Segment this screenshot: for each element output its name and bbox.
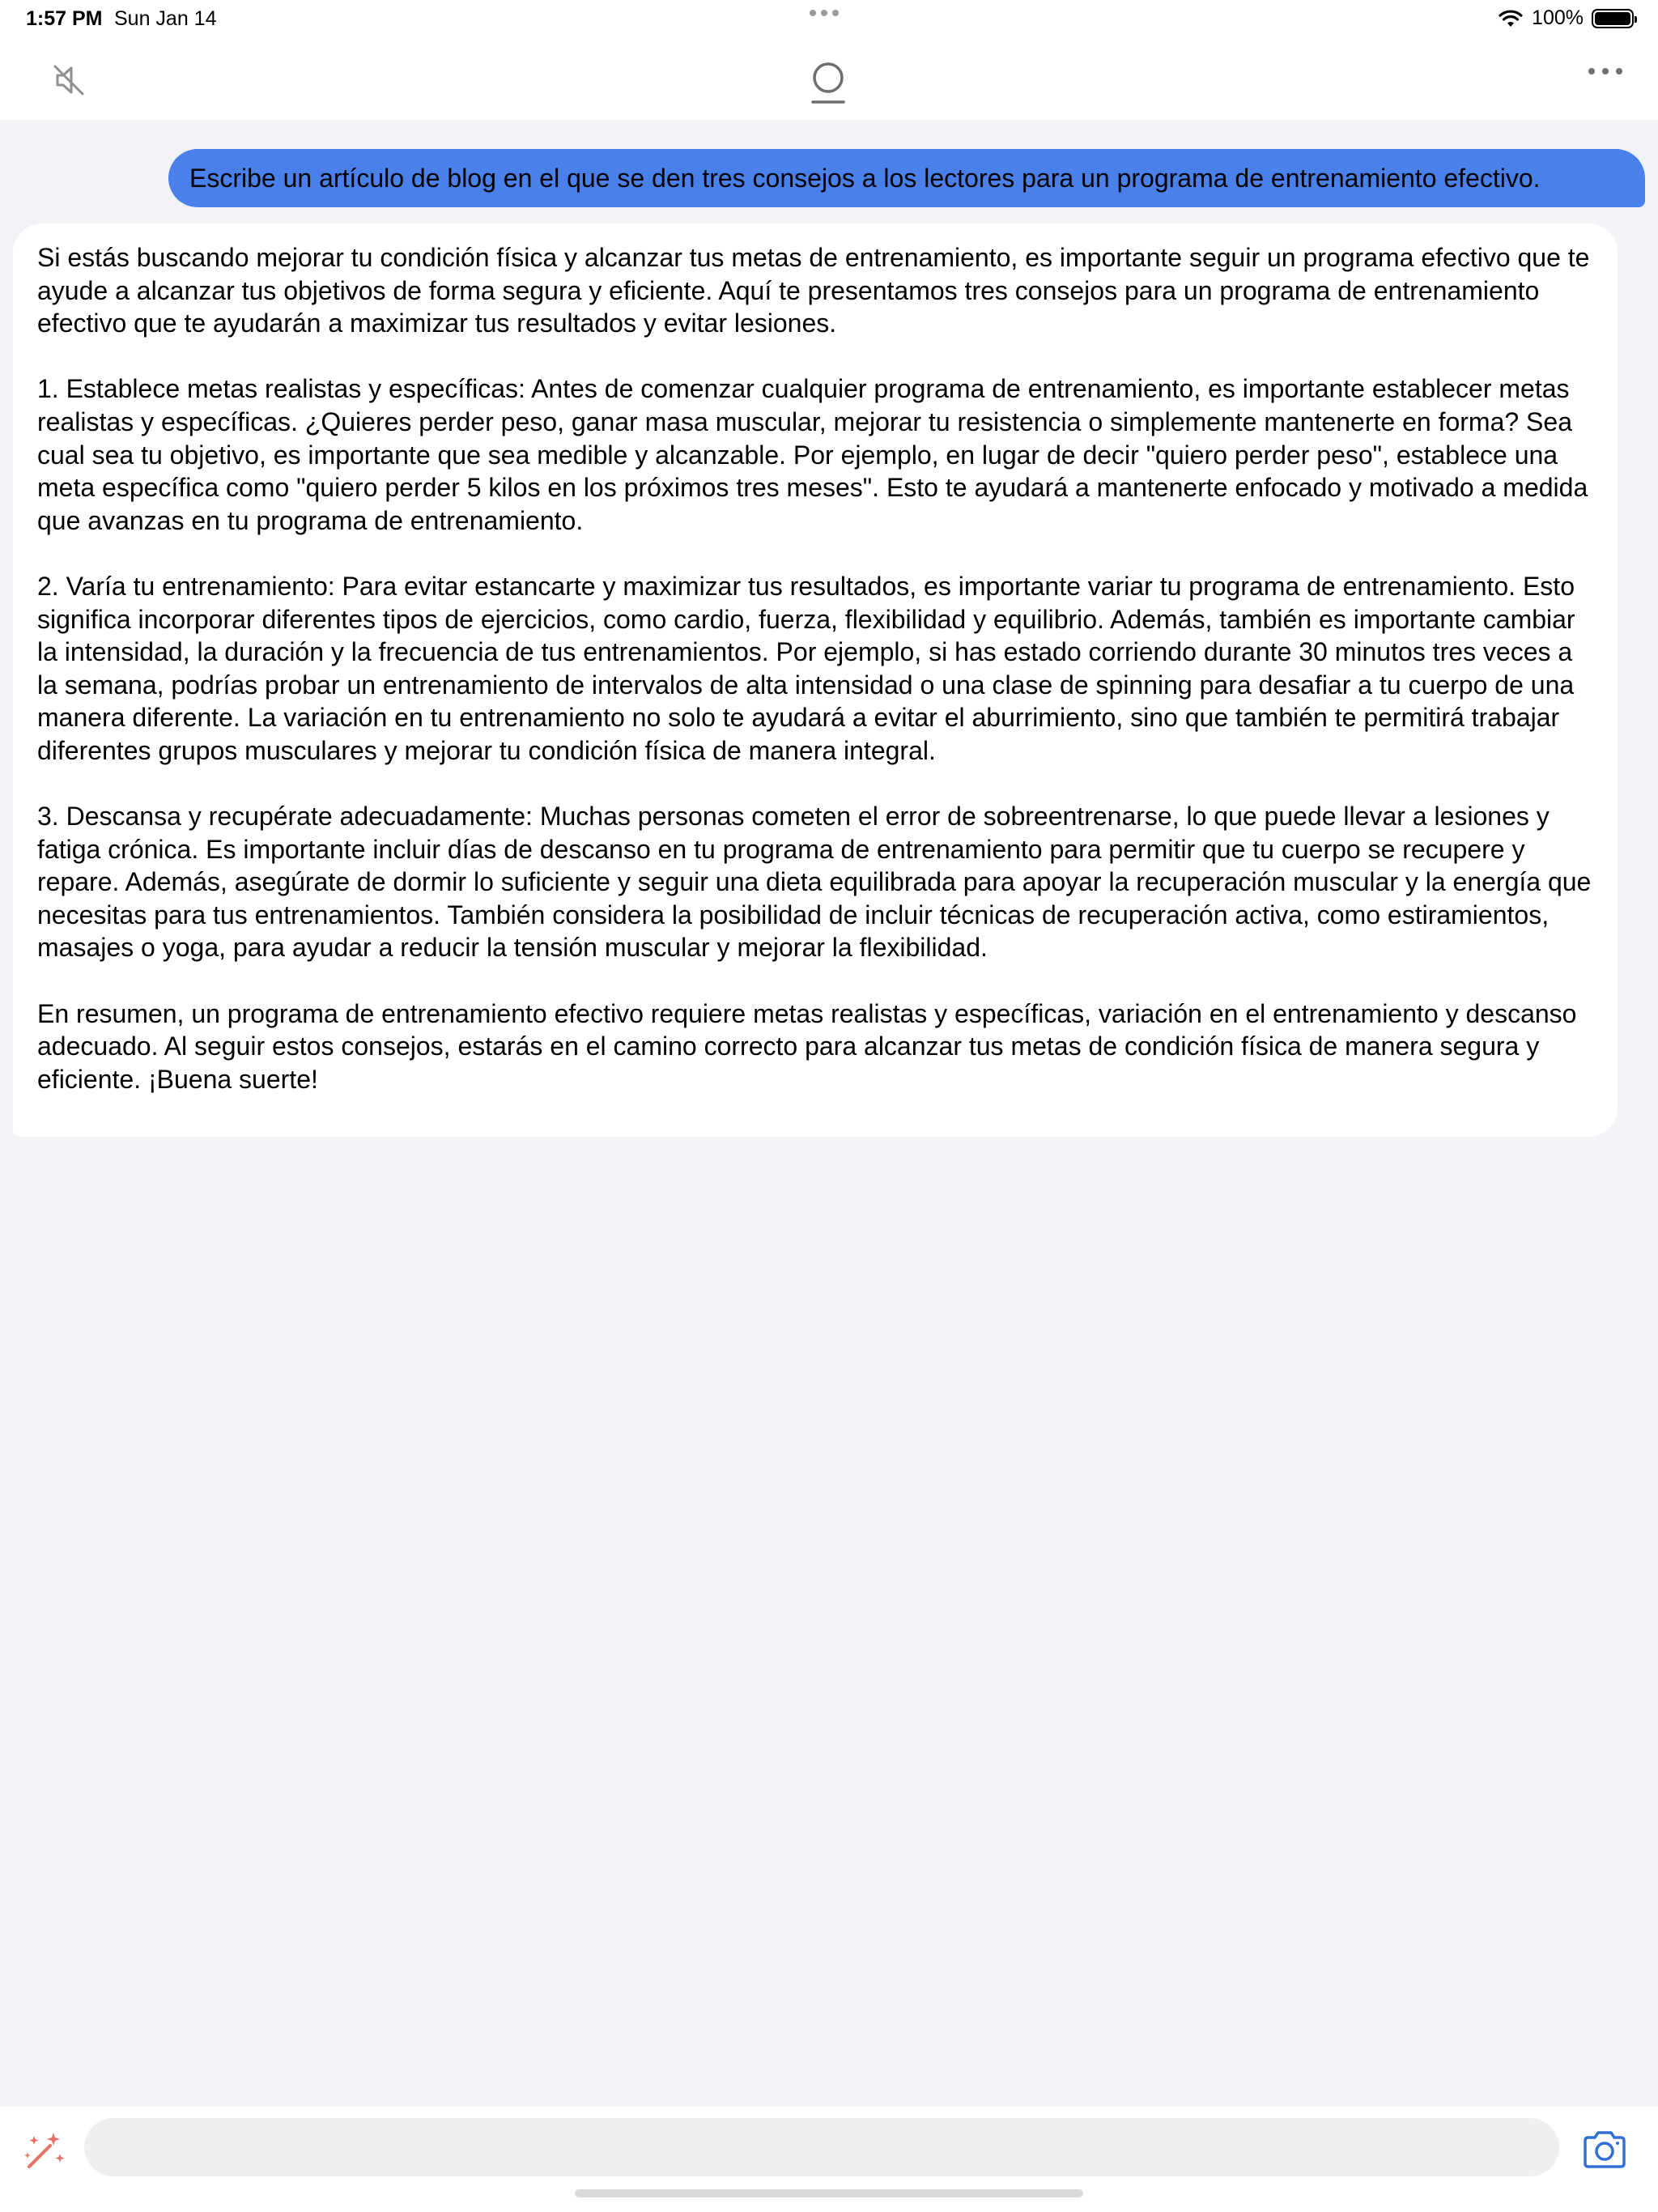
- more-dots-icon[interactable]: [1588, 68, 1622, 74]
- speaker-muted-icon: [51, 62, 87, 98]
- multitasking-dots-icon[interactable]: [810, 10, 839, 16]
- assistant-paragraph-tip-2: 2. Varía tu entrenamiento: Para evitar estancarte y maximizar tus resultados, es importante variar tu programa de entrenamiento. Esto significa incorporar diferentes tipos de ejercicios, como cardio, fuerza, flexibilidad y equilibrio. Además, también es importante cambiar la intensidad, la duración y la frecuencia de tus entrenamientos. Por ejemplo, si has estado corriendo durante 30 minutos tres veces a la semana, podrías probar un entrenamiento de intervalos de alta intensidad o una clase de spinning para desafiar a tu cuerpo de una manera diferente. La variación en tu entrenamiento no solo te ayudará a evitar el aburrimiento, sino que también te permitirá trabajar diferentes grupos musculares y mejorar tu condición física de manera integral.: [37, 571, 1575, 765]
- status-time: 1:57 PM: [26, 7, 103, 30]
- camera-icon[interactable]: [1580, 2129, 1629, 2170]
- assistant-paragraph-conclusion: En resumen, un programa de entrenamiento efectivo requiere metas realistas y específicas, variación en el entrenamiento y descanso adecuado. Al seguir estos consejos, estarás en el camino correcto para alcanzar tus metas de condición física de manera segura y eficiente. ¡Buena suerte!: [37, 998, 1577, 1094]
- composer-bar: [0, 2107, 1658, 2212]
- assistant-paragraph-tip-1: 1. Establece metas realistas y específicas: Antes de comenzar cualquier programa de entrenamiento, es importante establecer metas realistas y específicas. ¿Quieres perder peso, ganar masa muscular, mejorar tu resistencia o simplemente mantenerte en forma? Sea cual sea tu objetivo, es importante que sea medible y alcanzable. Por ejemplo, en lugar de decir "quiero perder peso", establece una meta específica como "quiero perder 5 kilos en los próximos tres meses". Esto te ayudará a mantenerte enfocado y motivado a medida que avanzas en tu programa de entrenamiento.: [37, 374, 1588, 535]
- home-indicator: [575, 2189, 1083, 2197]
- assistant-paragraph-intro: Si estás buscando mejorar tu condición física y alcanzar tus metas de entrenamiento, es importante seguir un programa efectivo que te ayude a alcanzar tus objetivos de forma segura y eficiente. Aquí te presentamos tres consejos para un programa de entrenamiento efectivo que te ayudarán a maximizar tus resultados y evitar lesiones.: [37, 243, 1590, 338]
- wifi-icon: [1498, 9, 1524, 28]
- user-message-bubble: Escribe un artículo de blog en el que se den tres consejos a los lectores para un programa de entrenamiento efectivo.: [168, 149, 1645, 207]
- battery-icon: [1592, 9, 1634, 28]
- magic-wand-icon[interactable]: [21, 2128, 68, 2175]
- circle-underline-icon[interactable]: [806, 58, 850, 110]
- status-bar: [0, 0, 1658, 39]
- battery-percentage: 100%: [1532, 6, 1584, 29]
- status-date: Sun Jan 14: [114, 7, 217, 30]
- nav-bar: [0, 39, 1658, 120]
- assistant-paragraph-tip-3: 3. Descansa y recupérate adecuadamente: Muchas personas cometen el error de sobreentrenarse, lo que puede llevar a lesiones y fatiga crónica. Es importante incluir días de descanso en tu programa de entrenamiento para permitir que tu cuerpo se recupere y repare. Además, asegúrate de dormir lo suficiente y seguir una dieta equilibrada para apoyar la recuperación muscular y la energía que necesitas para tus entrenamientos. También considera la posibilidad de incluir técnicas de recuperación activa, como estiramientos, masajes o yoga, para ayudar a reducir la tensión muscular y mejorar la flexibilidad.: [37, 802, 1592, 963]
- mute-button[interactable]: [47, 58, 91, 102]
- assistant-message-bubble: [13, 223, 1618, 1137]
- status-right: [1498, 6, 1634, 30]
- message-input[interactable]: [84, 2118, 1559, 2176]
